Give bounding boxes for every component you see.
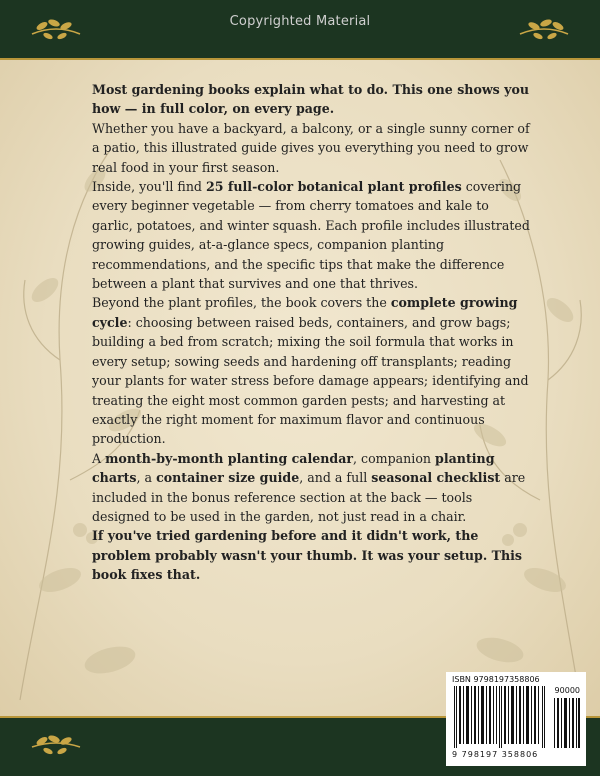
text-span: covering every beginner vegetable — from cherry tomatoes and kale to garlic, potatoes, and winter squash. Each profile includes illustrated growing guides, at-a-glance specs, companion planting recommendations, and the specific tips that make the difference between a plant that survives and one that thrives. xyxy=(92,179,530,292)
isbn-digits: 9 798197 358806 xyxy=(452,750,539,759)
price-bars xyxy=(554,698,580,748)
lead-paragraph xyxy=(92,80,532,119)
closing-paragraph xyxy=(92,526,532,584)
description-text xyxy=(92,80,532,585)
copyright-watermark: Copyrighted Material xyxy=(229,14,371,29)
text-span: : choosing between raised beds, containers, and grow bags; building a bed from scratch; mixing the soil formula that works in every setup; sowing seeds and hardening off transplants; reading your plants for water stress before damage appears; identifying and treating the eight most common garden pests; and harvesting at exactly the right moment for maximum flavor and continuous production. xyxy=(92,314,529,447)
top-band xyxy=(0,0,600,58)
paragraph-setup: Whether you have a backyard, a balcony, or a single sunny corner of a patio, this illustrated guide gives you everything you need to grow real food in your first season. xyxy=(92,120,530,175)
text-span: Inside, you'll find xyxy=(92,179,207,195)
isbn-barcode xyxy=(446,672,586,766)
text-span: are included in the bonus reference section at the back — tools designed to be used in the garden, not just read in a chair. xyxy=(92,470,526,524)
text-span: Beyond the plant profiles, the book covers the xyxy=(92,295,391,311)
paragraph-growing-cycle xyxy=(92,293,532,448)
bold-span: complete growing cycle xyxy=(92,295,518,330)
closing-bold: If you've tried gardening before and it didn't work, the problem probably wasn't your thumb. It was your setup. This book fixes that. xyxy=(92,528,522,583)
sprig-ornament-icon xyxy=(516,14,572,42)
price-code: 90000 xyxy=(554,686,580,695)
paragraph-profiles xyxy=(92,177,532,293)
text-span: , a xyxy=(136,470,157,486)
text-span: , and a full xyxy=(299,470,372,486)
isbn-label: ISBN 9798197358806 xyxy=(452,675,540,684)
sprig-ornament-icon xyxy=(28,733,84,761)
text-span: , companion xyxy=(353,450,436,466)
text-span: A xyxy=(92,450,106,466)
bold-span: seasonal checklist xyxy=(371,470,501,486)
lead-bold: Most gardening books explain what to do. This one shows you how — in full color, on every page. xyxy=(92,82,530,117)
barcode-bars xyxy=(454,686,548,748)
bold-span: 25 full-color botanical plant profiles xyxy=(206,179,462,195)
sprig-ornament-icon xyxy=(28,14,84,42)
bold-span: container size guide xyxy=(156,470,300,486)
paragraph-bonus xyxy=(92,449,532,527)
bold-span: month-by-month planting calendar xyxy=(105,450,354,466)
bold-span: planting charts xyxy=(92,450,495,486)
